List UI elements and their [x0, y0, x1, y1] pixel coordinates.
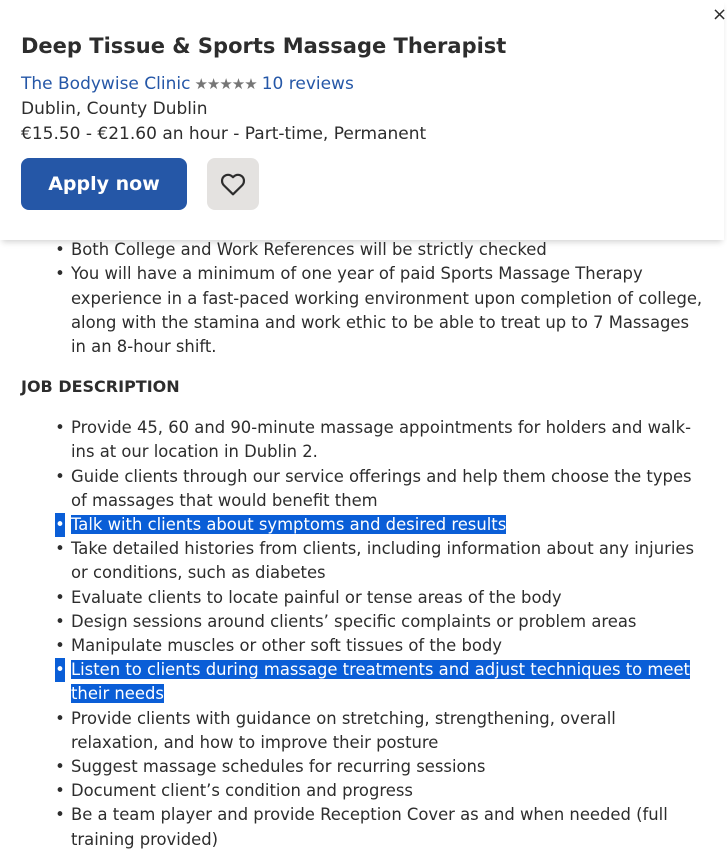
- bullet: •: [55, 658, 65, 682]
- job-title: Deep Tissue & Sports Massage Therapist: [21, 34, 507, 58]
- save-job-button[interactable]: [207, 158, 259, 210]
- bullet: •: [55, 781, 65, 801]
- bullet: •: [55, 240, 65, 260]
- bullet: •: [55, 757, 65, 777]
- list-item: • Document client’s condition and progress: [0, 779, 724, 803]
- job-description-list: [0, 416, 724, 852]
- list-item-highlighted: • Talk with clients about symptoms and desired results: [0, 513, 724, 537]
- job-header: [0, 0, 727, 240]
- bullet: •: [55, 264, 65, 284]
- salary: €15.50 - €21.60 an hour: [21, 124, 228, 144]
- list-item: • Take detailed histories from clients, including information about any injuries or conditions, such as diabetes: [55, 539, 695, 583]
- section-heading: JOB DESCRIPTION: [21, 377, 180, 397]
- list-item: • Suggest massage schedules for recurring sessions: [0, 755, 724, 779]
- bullet: •: [55, 418, 65, 438]
- job-description-content[interactable]: [0, 240, 724, 855]
- job-location: Dublin, County Dublin: [21, 99, 208, 119]
- reviews-link[interactable]: 10 reviews: [261, 74, 354, 94]
- list-item: • Provide clients with guidance on stretching, strengthening, overall relaxation, and how to improve their posture: [55, 708, 616, 752]
- rating-stars-icon: ★★★★★: [194, 75, 257, 93]
- close-icon[interactable]: ×: [712, 4, 727, 25]
- list-item-highlighted: • Listen to clients during massage treatments and adjust techniques to meet their needs: [55, 660, 690, 704]
- bullet: •: [55, 539, 65, 559]
- company-line: [21, 73, 354, 95]
- list-item: • Provide 45, 60 and 90-minute massage appointments for holders and walk-ins at our location in Dublin 2.: [55, 418, 691, 462]
- company-link[interactable]: The Bodywise Clinic: [21, 74, 191, 94]
- list-item: • Manipulate muscles or other soft tissues of the body: [0, 634, 724, 658]
- bullet: •: [55, 636, 65, 656]
- list-item: • Guide clients through our service offerings and help them choose the types of massages that would benefit them: [55, 466, 692, 510]
- bullet: •: [55, 611, 65, 631]
- bullet: •: [55, 513, 65, 537]
- bullet: •: [55, 708, 65, 728]
- bullet: •: [55, 805, 65, 825]
- job-type: - Part-time, Permanent: [233, 124, 427, 144]
- list-item: • Evaluate clients to locate painful or tense areas of the body: [0, 586, 724, 610]
- bullet: •: [55, 466, 65, 486]
- heart-icon: [220, 172, 246, 196]
- list-item: • Both College and Work References will be strictly checked: [0, 238, 724, 262]
- list-item: • You will have a minimum of one year of paid Sports Massage Therapy experience in a fast-paced working environment upon completion of college, along with the stamina and work ethic to be able to treat up to 7 Massages in an 8-hour shift.: [55, 264, 703, 357]
- list-item: • Be a team player and provide Reception Cover as and when needed (full training provided): [55, 805, 668, 849]
- bullet: •: [55, 587, 65, 607]
- list-item: • Design sessions around clients’ specific complaints or problem areas: [0, 610, 724, 634]
- salary-line: [21, 123, 426, 145]
- apply-now-button[interactable]: Apply now: [21, 158, 187, 210]
